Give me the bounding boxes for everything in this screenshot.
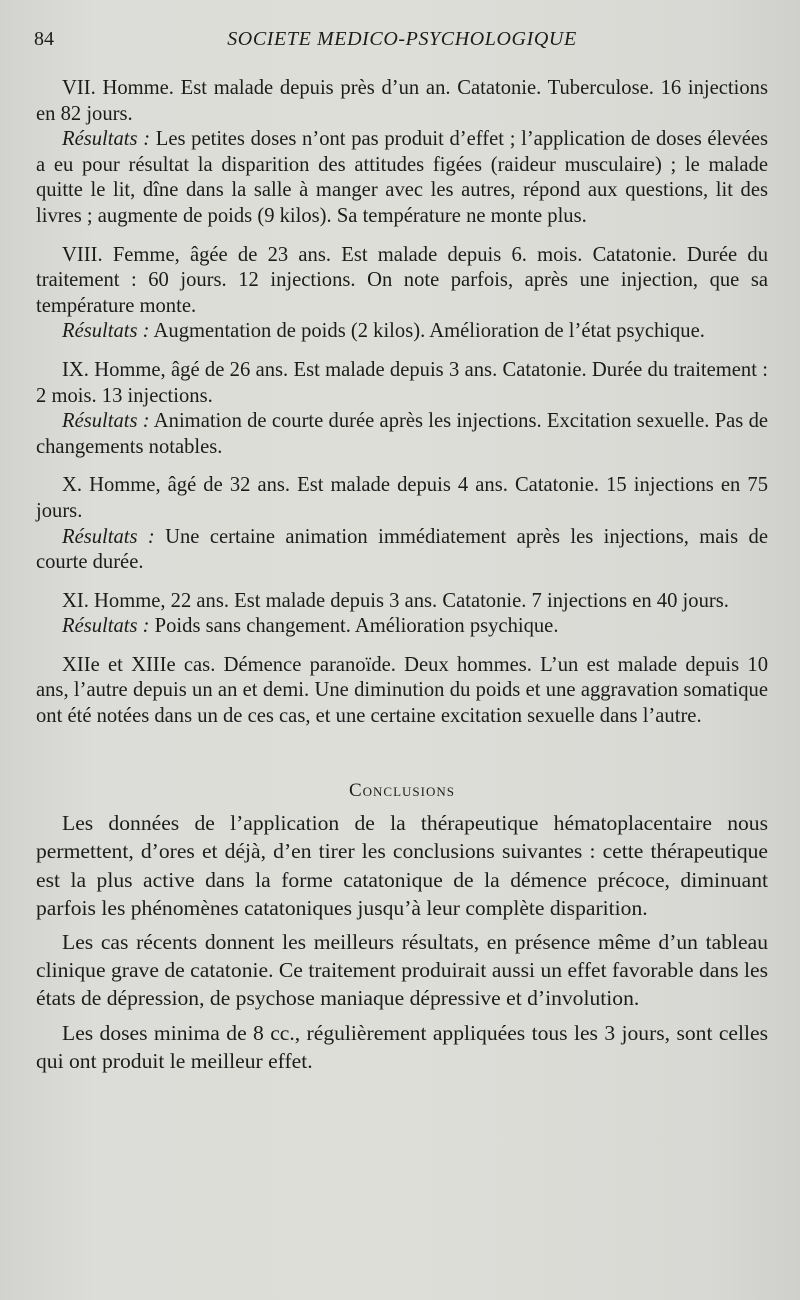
conclusion-paragraph: Les cas récents donnent les meilleurs résultats, en présence même d’un tableau clinique grave de catatonie. Ce traitement produirait aussi un effet favorable dans les états de dépression, de psychose maniaque dépressive et d’involution. bbox=[36, 930, 768, 1011]
case-result bbox=[36, 127, 768, 229]
result-label: Résultats : bbox=[62, 410, 150, 433]
result-label: Résultats : bbox=[62, 320, 150, 343]
case-description: IX. Homme, âgé de 26 ans. Est malade depuis 3 ans. Catatonie. Durée du traitement : 2 mois. 13 injections. bbox=[36, 358, 768, 407]
case-entry bbox=[36, 76, 768, 230]
case-description: X. Homme, âgé de 32 ans. Est malade depuis 4 ans. Catatonie. 15 injections en 75 jours. bbox=[36, 474, 768, 522]
case-result bbox=[36, 409, 768, 460]
case-entry bbox=[36, 473, 768, 575]
running-title: SOCIETE MEDICO-PSYCHOLOGIQUE bbox=[227, 28, 577, 50]
case-result-text: Les petites doses n’ont pas produit d’effet ; l’application de doses élevées a eu pour résultat la disparition des attitudes figées (raideur musculaire) ; le malade quitte le lit, dîne dans la salle à manger avec les autres, répond aux questions, lit des livres ; augmente de poids (9 kilos). Sa température ne monte plus. bbox=[36, 128, 769, 227]
result-label: Résultats : bbox=[62, 128, 151, 151]
case-entry bbox=[36, 653, 768, 730]
case-result bbox=[36, 614, 768, 640]
conclusion-paragraph: Les doses minima de 8 cc., régulièrement appliquées tous les 3 jours, sont celles qui ont produit le meilleur effet. bbox=[36, 1020, 768, 1073]
case-result-text: Poids sans changement. Amélioration psychique. bbox=[154, 615, 559, 638]
case-result bbox=[36, 319, 768, 345]
case-result-text: Animation de courte durée après les injections. Excitation sexuelle. Pas de changements notables. bbox=[36, 410, 769, 458]
case-result-text: Une certaine animation immédiatement après les injections, mais de courte durée. bbox=[36, 525, 768, 574]
case-description: XI. Homme, 22 ans. Est malade depuis 3 ans. Catatonie. 7 injections en 40 jours. bbox=[62, 589, 729, 612]
case-result-text: Augmentation de poids (2 kilos). Amélioration de l’état psychique. bbox=[153, 320, 705, 343]
case-description: XIIe et XIIIe cas. Démence paranoïde. Deux hommes. L’un est malade depuis 10 ans, l’autre depuis un an et demi. Une diminution du poids et une aggravation somatique ont été notées dans un de ces cas, et une certaine excitation sexuelle dans l’autre. bbox=[36, 653, 768, 728]
case-entry bbox=[36, 358, 768, 460]
conclusions-heading: Conclusions bbox=[348, 779, 455, 801]
case-description: VII. Homme. Est malade depuis près d’un an. Catatonie. Tuberculose. 16 injections en 82 jours. bbox=[36, 77, 768, 125]
result-label: Résultats : bbox=[62, 525, 155, 548]
case-entry bbox=[36, 243, 768, 345]
result-label: Résultats : bbox=[62, 615, 150, 638]
page-number: 84 bbox=[34, 28, 54, 50]
page-body bbox=[36, 76, 768, 1081]
page-header bbox=[34, 28, 770, 58]
case-description: VIII. Femme, âgée de 23 ans. Est malade depuis 6. mois. Catatonie. Durée du traitement : 60 jours. 12 injections. On note parfois, après une injection, que sa température monte. bbox=[36, 243, 768, 317]
case-result bbox=[36, 525, 768, 576]
conclusion-paragraph: Les données de l’application de la thérapeutique hématoplacentaire nous permettent, d’ores et déjà, d’en tirer les conclusions suivantes : cette thérapeutique est la plus active dans la forme catatonique de la démence précoce, diminuant parfois les phénomènes catatoniques jusqu’à leur complète disparition. bbox=[36, 811, 768, 920]
case-entry bbox=[36, 589, 768, 640]
